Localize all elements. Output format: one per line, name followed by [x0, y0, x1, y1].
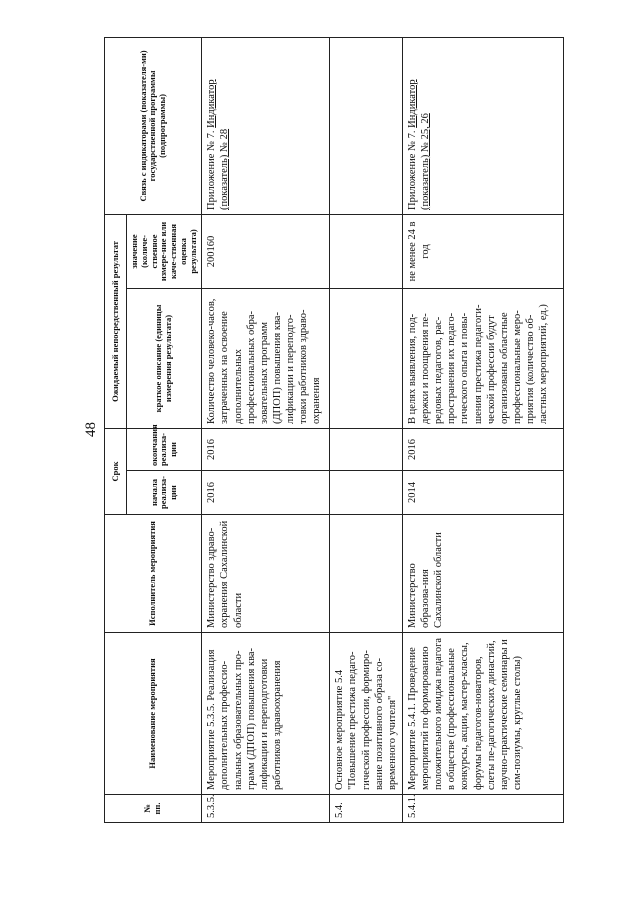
header-term: Срок: [105, 428, 127, 514]
cell-value: не менее 24 в год: [402, 214, 563, 288]
rotated-table-wrapper: [104, 38, 564, 823]
cell-link: [330, 37, 403, 214]
table-row: [202, 37, 330, 822]
indicator-link: Индикатор (показатель) № 28: [206, 79, 231, 210]
cell-executor: Министерство здраво-охранения Сахалинской области: [202, 515, 330, 633]
cell-num: 5.3.5.: [202, 795, 330, 823]
link-prefix: Приложение № 7.: [206, 127, 218, 210]
header-expected: Ожидаемый непосредственный результат: [105, 214, 127, 428]
header-term-end: окончания реализа-ции: [127, 428, 202, 470]
header-row-1: [105, 37, 127, 822]
cell-link: [402, 37, 563, 214]
header-expected-value: значение (количе-ственное измере-ние или каче-ственная оценка результата): [127, 214, 202, 288]
cell-desc: [330, 288, 403, 428]
header-term-start: начала реализа-ции: [127, 471, 202, 515]
table-row: [330, 37, 403, 822]
indicator-link: Индикатор (показатель) № 25, 26: [406, 79, 432, 210]
cell-name: Мероприятие 5.4.1. Проведение мероприятий по формированию положительного имиджа педагога в обществе (профессиональные конкурсы, акции, мастер-классы, форумы педагогов-новаторов, слеты пе-дагогических династий, научно-практические семинары и сим-позиумы, круглые столы): [402, 633, 563, 795]
link-prefix: Приложение № 7.: [406, 127, 418, 210]
cell-value: [330, 214, 403, 288]
header-executor: Исполнитель мероприятия: [105, 515, 202, 633]
cell-name: Основное мероприятие 5.4 "Повышение престижа педаго-гической профессии, формиро-вание позитивного образа со-временного учителя": [330, 633, 403, 795]
cell-start: [330, 471, 403, 515]
cell-name: Мероприятие 5.3.5. Реализация дополнительных профессио-нальных образовательных про-грамм (ДПОП) повышения ква-лификации и переподготовки работников здравоохранения: [202, 633, 330, 795]
cell-num: 5.4.1.: [402, 795, 563, 823]
cell-start: 2016: [202, 471, 330, 515]
cell-end: 2016: [202, 428, 330, 470]
cell-link: [202, 37, 330, 214]
cell-num: 5.4.: [330, 795, 403, 823]
page-number: 48: [83, 422, 99, 437]
cell-desc: В целях выявления, под-держки и поощрения пе-редовых педагогов, рас-пространения их педаго-гического опыта и повы-шения престижа педагоги-ческой профессии будут организованы областные профессиональные меро-приятия (количество об-ластных мероприятий, ед.): [402, 288, 563, 428]
cell-end: 2016: [402, 428, 563, 470]
header-expected-desc: краткое описание (единицы измерения результата): [127, 288, 202, 428]
cell-desc: Количество человеко-часов, затраченных на освоение дополнительных профессиональных обра-зовательных программ (ДПОП) повышения ква-лификации и переподго-товки работников здраво-охранения: [202, 288, 330, 428]
cell-executor: [330, 515, 403, 633]
document-sheet: [104, 38, 564, 823]
header-name: Наименование мероприятия: [105, 633, 202, 795]
header-num: № пп.: [105, 795, 202, 823]
header-link: Связь с индикаторами (показателя-ми) государственной программы (подпрограммы): [105, 37, 202, 214]
activities-table: [104, 37, 564, 823]
cell-executor: Министерство образова-ния Сахалинской области: [402, 515, 563, 633]
cell-end: [330, 428, 403, 470]
table-row: [402, 37, 563, 822]
cell-value: 200160: [202, 214, 330, 288]
cell-start: 2014: [402, 471, 563, 515]
